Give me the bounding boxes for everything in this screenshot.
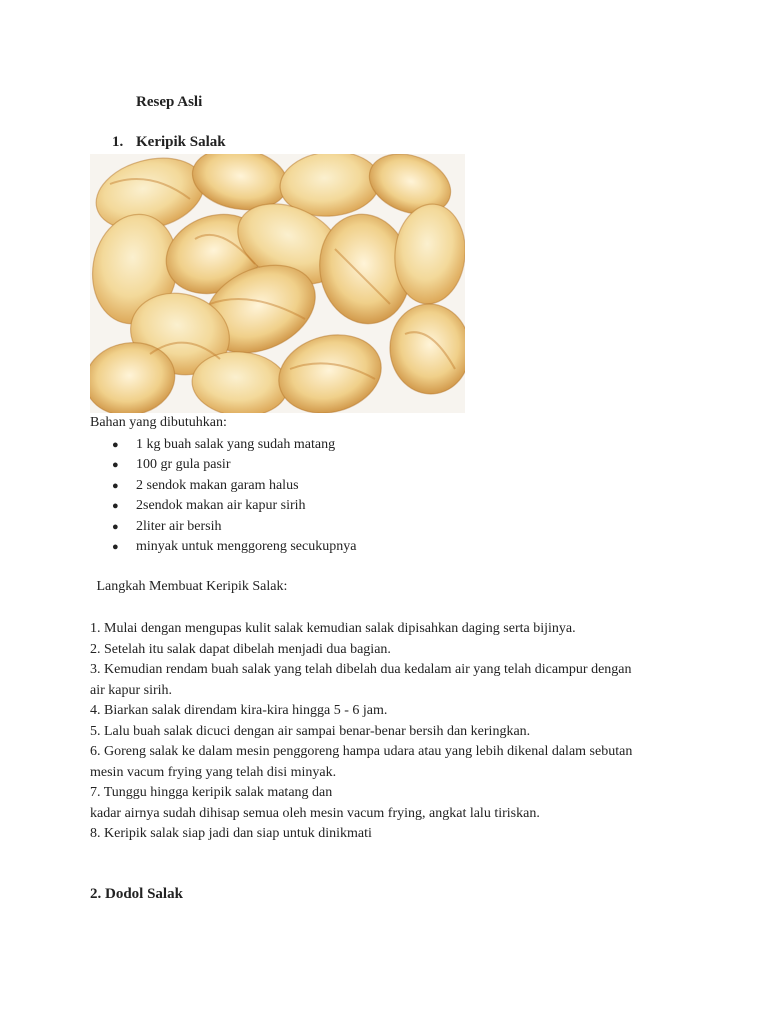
list-item xyxy=(110,517,356,537)
section-2-heading: 2. Dodol Salak xyxy=(90,886,183,902)
ingredient-text: 100 gr gula pasir xyxy=(136,457,231,473)
section-1-number: 1. xyxy=(112,134,124,150)
list-item xyxy=(110,476,356,496)
bullet-icon: ● xyxy=(112,479,119,492)
step-line: mesin vacum frying yang telah disi minyak. xyxy=(90,764,337,780)
step-line: 5. Lalu buah salak dicuci dengan air sampai benar-benar bersih dan keringkan. xyxy=(90,723,531,739)
document-title: Resep Asli xyxy=(136,94,203,110)
bullet-icon: ● xyxy=(112,500,119,513)
steps-list xyxy=(90,619,690,845)
ingredients-list xyxy=(110,435,356,557)
keripik-salak-photo xyxy=(90,154,465,413)
bullet-icon: ● xyxy=(112,459,119,472)
section-1-title: Keripik Salak xyxy=(136,134,226,150)
ingredient-text: 2 sendok makan garam halus xyxy=(136,477,299,493)
list-item xyxy=(110,496,356,516)
step-line: 3. Kemudian rendam buah salak yang telah dibelah dua kedalam air yang telah dicampur dengan xyxy=(90,662,632,677)
step-line: 1. Mulai dengan mengupas kulit salak kemudian salak dipisahkan daging serta bijinya. xyxy=(90,621,576,636)
ingredient-text: 2liter air bersih xyxy=(136,518,222,534)
bullet-icon: ● xyxy=(112,540,119,553)
list-item xyxy=(110,435,356,455)
list-item xyxy=(110,455,356,475)
ingredient-text: minyak untuk menggoreng secukupnya xyxy=(136,538,357,554)
step-line: 4. Biarkan salak direndam kira-kira hingga 5 - 6 jam. xyxy=(90,703,388,718)
list-item xyxy=(110,537,356,557)
chips-illustration xyxy=(90,154,465,413)
steps-title: Langkah Membuat Keripik Salak: xyxy=(93,579,288,594)
bullet-icon: ● xyxy=(112,520,119,533)
step-line: 8. Keripik salak siap jadi dan siap untuk dinikmati xyxy=(90,826,372,841)
bullet-icon: ● xyxy=(112,439,119,451)
step-line: 2. Setelah itu salak dapat dibelah menjadi dua bagian. xyxy=(90,641,391,657)
ingredient-text: 1 kg buah salak yang sudah matang xyxy=(136,437,336,452)
section-1-heading xyxy=(112,134,226,151)
step-line: air kapur sirih. xyxy=(90,682,173,698)
ingredients-label: Bahan yang dibutuhkan: xyxy=(90,415,227,430)
step-line: 6. Goreng salak ke dalam mesin penggoreng hampa udara atau yang lebih dikenal dalam sebutan xyxy=(90,744,633,759)
step-line: kadar airnya sudah dihisap semua oleh mesin vacum frying, angkat lalu tiriskan. xyxy=(90,805,540,821)
step-line: 7. Tunggu hingga keripik salak matang dan xyxy=(90,785,333,800)
ingredient-text: 2sendok makan air kapur sirih xyxy=(136,498,306,514)
